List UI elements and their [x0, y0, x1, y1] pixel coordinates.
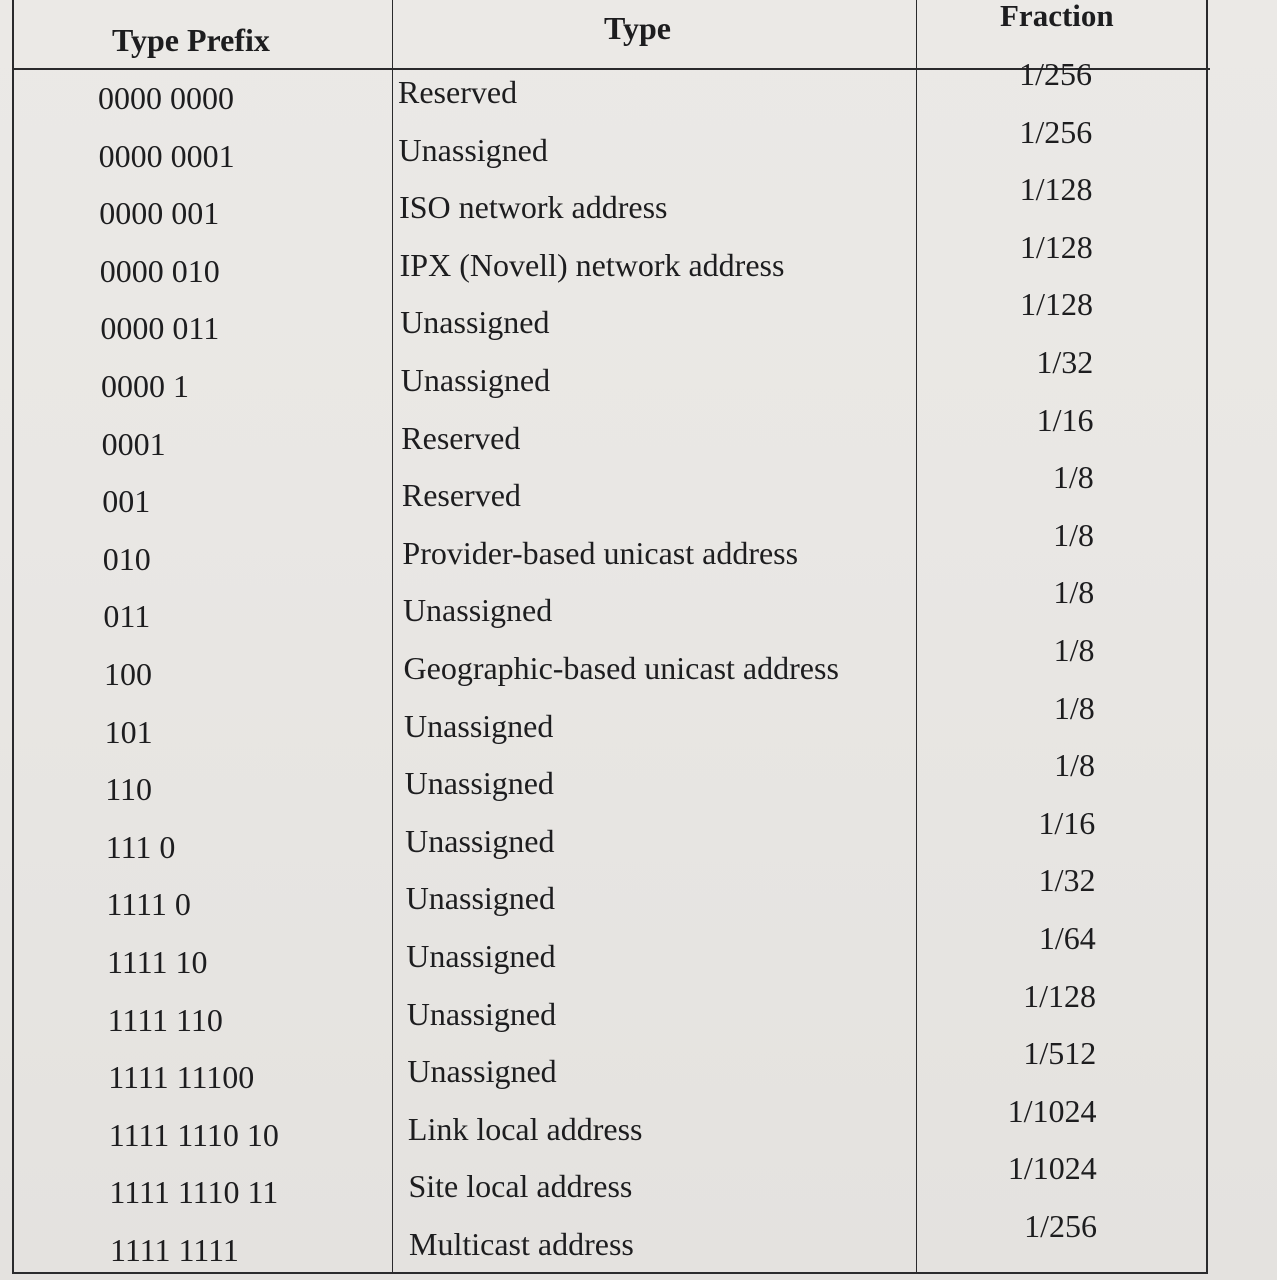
- table-cell-type: IPX (Novell) network address: [399, 246, 785, 283]
- table-cell-type: Unassigned: [406, 938, 556, 974]
- table-cell-fraction: 1/256: [1024, 1208, 1097, 1244]
- table-cell-prefix: 0000 001: [99, 195, 220, 232]
- table-cell-fraction: 1/8: [1053, 574, 1095, 611]
- table-cell-prefix: 0000 010: [99, 252, 220, 289]
- table-cell-fraction: 1/128: [1023, 977, 1096, 1014]
- address-type-table: [12, 0, 1208, 1274]
- column-divider: [916, 0, 917, 1274]
- table-cell-fraction: 1/8: [1054, 747, 1095, 784]
- table-cell-fraction: 1/32: [1036, 344, 1094, 380]
- table-cell-fraction: 1/32: [1038, 862, 1096, 899]
- table-cell-type: Unassigned: [407, 1053, 557, 1090]
- table-cell-type: Unassigned: [398, 131, 548, 168]
- table-cell-prefix: 1111 1110 10: [108, 1116, 279, 1153]
- table-cell-type: ISO network address: [399, 189, 668, 226]
- table-cell-prefix: 1111 1111: [110, 1232, 239, 1268]
- table-cell-prefix: 1111 10: [107, 944, 208, 980]
- table-cell-type: Unassigned: [404, 765, 554, 802]
- table-cell-prefix: 0000 0000: [98, 80, 234, 116]
- table-cell-type: Multicast address: [409, 1226, 634, 1262]
- table-cell-type: Unassigned: [405, 822, 555, 859]
- table-cell-fraction: 1/256: [1019, 113, 1093, 150]
- table-cell-type: Reserved: [398, 74, 518, 110]
- table-cell-prefix: 1111 11100: [108, 1059, 255, 1096]
- header-type-prefix: Type Prefix: [112, 22, 270, 58]
- table-cell-fraction: 1/1024: [1007, 1092, 1097, 1129]
- table-cell-type: Provider-based unicast address: [402, 534, 799, 571]
- table-cell-type: Unassigned: [406, 995, 557, 1032]
- table-cell-prefix: 111 0: [105, 828, 176, 865]
- header-fraction: Fraction: [1000, 0, 1114, 33]
- table-cell-prefix: 001: [102, 483, 151, 520]
- table-cell-prefix: 1111 1110 11: [109, 1174, 279, 1211]
- table-cell-fraction: 1/256: [1019, 56, 1092, 92]
- header-type: Type: [604, 10, 671, 46]
- table-cell-type: Unassigned: [404, 707, 554, 744]
- table-cell-prefix: 0000 1: [101, 368, 189, 404]
- table-cell-type: Unassigned: [400, 304, 550, 341]
- table-cell-prefix: 110: [105, 771, 152, 808]
- table-cell-fraction: 1/8: [1053, 689, 1095, 726]
- table-cell-prefix: 1111 110: [107, 1001, 223, 1038]
- table-cell-type: Unassigned: [405, 880, 555, 917]
- table-cell-prefix: 0000 011: [100, 310, 220, 347]
- table-cell-fraction: 1/512: [1023, 1035, 1097, 1072]
- table-cell-type: Link local address: [407, 1110, 643, 1147]
- table-cell-fraction: 1/64: [1038, 920, 1096, 956]
- table-cell-fraction: 1/128: [1020, 286, 1093, 323]
- table-cell-type: Unassigned: [402, 592, 553, 629]
- table-cell-fraction: 1/8: [1053, 516, 1094, 553]
- table-cell-type: Reserved: [401, 477, 521, 514]
- table-cell-fraction: 1/16: [1038, 804, 1096, 841]
- table-cell-type: Geographic-based unicast address: [403, 650, 839, 686]
- table-cell-prefix: 101: [104, 713, 153, 750]
- table-cell-fraction: 1/8: [1052, 459, 1094, 496]
- table-cell-prefix: 0000 0001: [98, 137, 235, 174]
- table-cell-type: Site local address: [408, 1168, 633, 1205]
- table-cell-type: Reserved: [401, 419, 521, 456]
- table-cell-prefix: 1111 0: [106, 886, 191, 923]
- table-cell-prefix: 100: [104, 656, 152, 692]
- column-divider: [392, 0, 393, 1274]
- table-cell-prefix: 011: [103, 598, 151, 635]
- table-cell-fraction: 1/16: [1036, 401, 1094, 438]
- table-cell-fraction: 1/128: [1019, 171, 1093, 208]
- table-cell-prefix: 010: [102, 540, 151, 577]
- table-cell-fraction: 1/1024: [1007, 1150, 1097, 1187]
- table-cell-fraction: 1/8: [1053, 632, 1095, 668]
- table-cell-prefix: 0001: [101, 425, 166, 462]
- table-cell-type: Unassigned: [400, 362, 551, 398]
- table-cell-fraction: 1/128: [1019, 228, 1093, 265]
